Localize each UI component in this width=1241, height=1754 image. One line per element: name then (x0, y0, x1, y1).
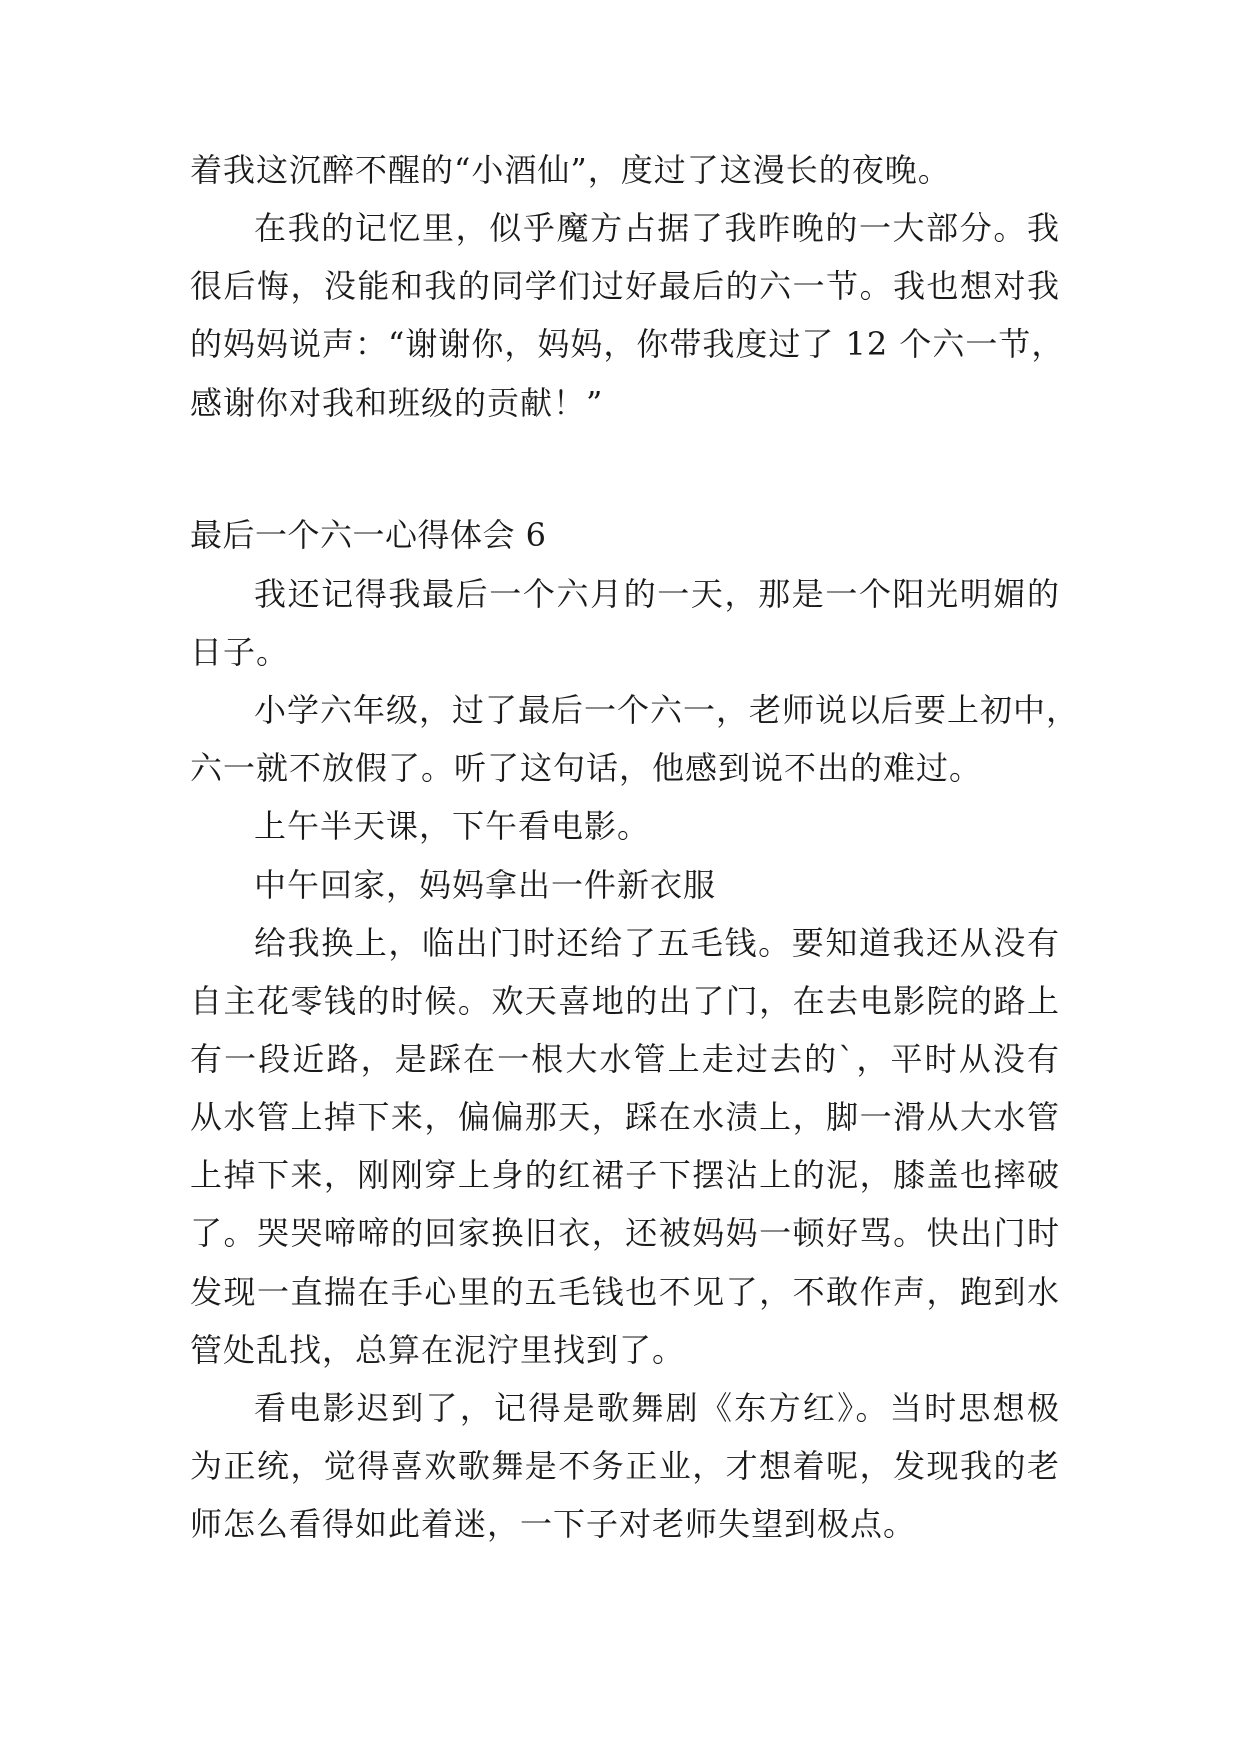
paragraph-line: 日子。 (190, 633, 290, 671)
paragraph-line: 为正统，觉得喜欢歌舞是不务正业，才想着呢，发现我的老 (190, 1447, 1060, 1485)
paragraph-line: 中午回家，妈妈拿出一件新衣服 (254, 866, 717, 904)
section-heading: 最后一个六一心得体会 6 (190, 516, 547, 554)
paragraph-line: 着我这沉醉不醒的“小酒仙”，度过了这漫长的夜晚。 (190, 151, 951, 189)
paragraph-line: 六一就不放假了。听了这句话，他感到说不出的难过。 (190, 749, 983, 787)
paragraph-line: 有一段近路，是踩在一根大水管上走过去的`，平时从没有 (190, 1040, 1060, 1078)
paragraph-line: 很后悔，没能和我的同学们过好最后的六一节。我也想对我 (190, 267, 1060, 305)
paragraph-line: 我还记得我最后一个六月的一天，那是一个阳光明媚的 (254, 575, 1060, 613)
paragraph-line: 从水管上掉下来，偏偏那天，踩在水渍上，脚一滑从大水管 (190, 1098, 1060, 1136)
paragraph-line: 了。哭哭啼啼的回家换旧衣，还被妈妈一顿好骂。快出门时 (190, 1214, 1060, 1252)
paragraph-line: 上掉下来，刚刚穿上身的红裙子下摆沾上的泥，膝盖也摔破 (190, 1156, 1060, 1194)
paragraph-line: 感谢你对我和班级的贡献！” (190, 384, 604, 422)
paragraph-line: 在我的记忆里，似乎魔方占据了我昨晚的一大部分。我 (254, 209, 1060, 247)
paragraph-line: 管处乱找，总算在泥泞里找到了。 (190, 1331, 686, 1369)
paragraph-line: 上午半天课，下午看电影。 (254, 807, 651, 845)
paragraph-line: 给我换上，临出门时还给了五毛钱。要知道我还从没有 (254, 924, 1060, 962)
paragraph-line: 发现一直揣在手心里的五毛钱也不见了，不敢作声，跑到水 (190, 1273, 1060, 1311)
paragraph-line: 的妈妈说声：“谢谢你，妈妈，你带我度过了 12 个六一节， (190, 325, 1065, 363)
paragraph-line: 小学六年级，过了最后一个六一，老师说以后要上初中， (254, 691, 1080, 729)
paragraph-line: 自主花零钱的时候。欢天喜地的出了门，在去电影院的路上 (190, 982, 1060, 1020)
paragraph-line: 师怎么看得如此着迷，一下子对老师失望到极点。 (190, 1505, 917, 1543)
paragraph-line: 看电影迟到了，记得是歌舞剧《东方红》。当时思想极 (254, 1389, 1060, 1427)
